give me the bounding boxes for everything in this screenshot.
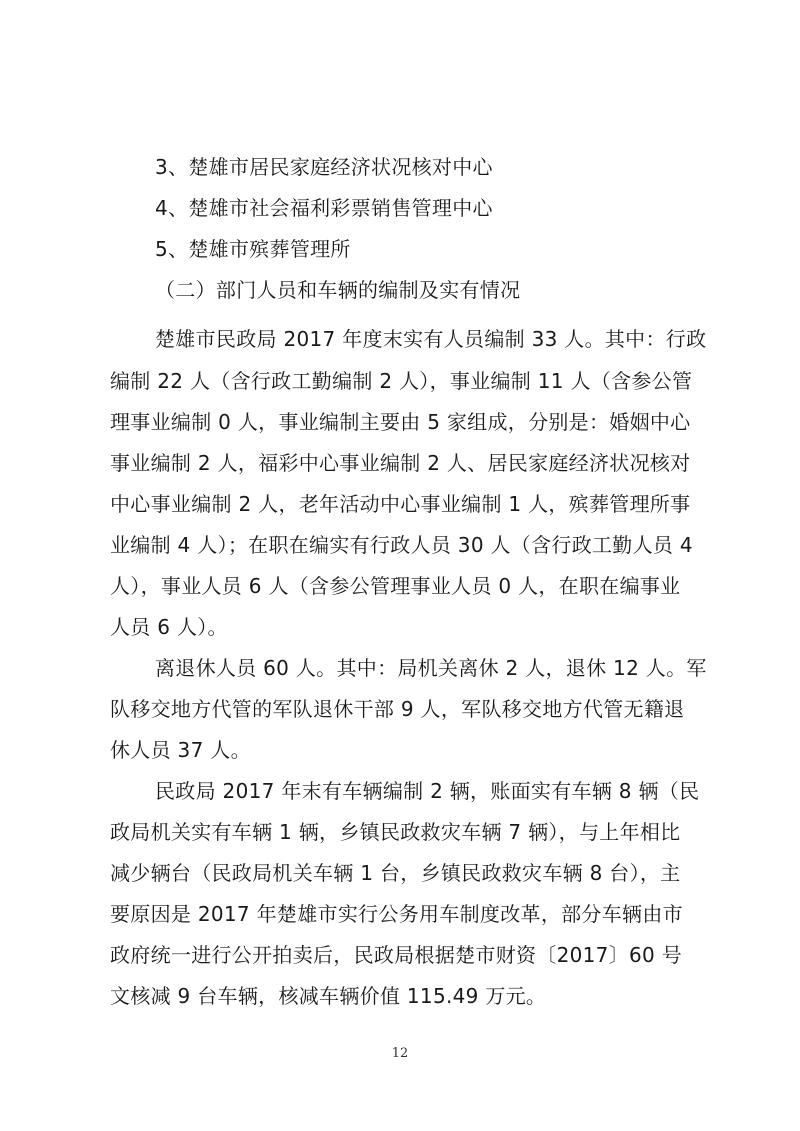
paragraph-line: 中心事业编制 2 人，老年活动中心事业编制 1 人，殡葬管理所事: [110, 492, 691, 516]
paragraph-line: 5、楚雄市殡葬管理所: [155, 237, 351, 261]
paragraph-line: 人），事业人员 6 人（含参公管理事业人员 0 人，在职在编事业: [110, 574, 681, 598]
page-number: 12: [391, 1046, 409, 1061]
paragraph-line: 减少辆台（民政局机关车辆 1 台，乡镇民政救灾车辆 8 台），主: [110, 861, 681, 885]
paragraph-line: 政府统一进行公开拍卖后，民政局根据楚市财资〔2017〕60 号: [110, 943, 683, 967]
paragraph-line: 政局机关实有车辆 1 辆，乡镇民政救灾车辆 7 辆），与上年相比: [110, 820, 681, 844]
paragraph-line: 理事业编制 0 人，事业编制主要由 5 家组成，分别是：婚姻中心: [110, 410, 691, 434]
paragraph-line: 事业编制 2 人，福彩中心事业编制 2 人、居民家庭经济状况核对: [110, 451, 691, 475]
paragraph-line: （二）部门人员和车辆的编制及实有情况: [155, 278, 521, 302]
paragraph-line: 编制 22 人（含行政工勤编制 2 人），事业编制 11 人（含参公管: [110, 369, 693, 393]
paragraph-line: 休人员 37 人。: [110, 738, 251, 762]
paragraph-line: 楚雄市民政局 2017 年度末实有人员编制 33 人。其中：行政: [155, 327, 707, 351]
paragraph-line: 离退休人员 60 人。其中：局机关离休 2 人，退休 12 人。军: [155, 656, 707, 680]
paragraph-line: 业编制 4 人）；在职在编实有行政人员 30 人（含行政工勤人员 4: [110, 533, 693, 557]
paragraph-line: 文核减 9 台车辆，核减车辆价值 115.49 万元。: [110, 984, 547, 1008]
paragraph-line: 3、楚雄市居民家庭经济状况核对中心: [155, 155, 493, 179]
paragraph-line: 队移交地方代管的军队退休干部 9 人，军队移交地方代管无籍退: [110, 697, 685, 721]
paragraph-line: 4、楚雄市社会福利彩票销售管理中心: [155, 196, 493, 220]
paragraph-line: 要原因是 2017 年楚雄市实行公务用车制度改革，部分车辆由市: [110, 902, 683, 926]
paragraph-line: 民政局 2017 年末有车辆编制 2 辆，账面实有车辆 8 辆（民: [155, 779, 700, 803]
paragraph-line: 人员 6 人）。: [110, 615, 228, 639]
